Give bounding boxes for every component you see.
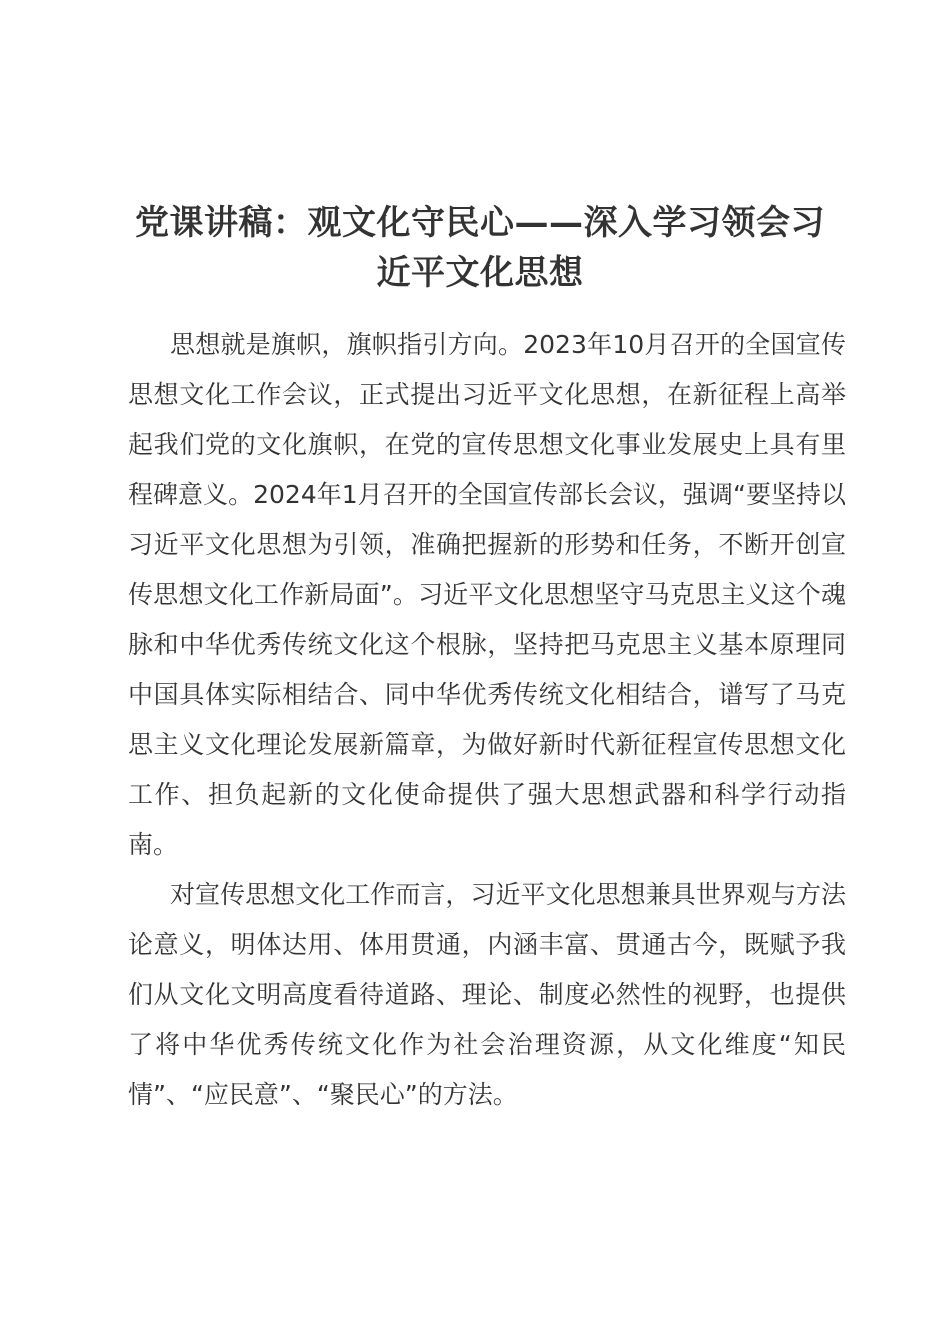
document-body	[128, 320, 846, 1120]
body-paragraph: 对宣传思想文化工作而言，习近平文化思想兼具世界观与方法论意义，明体达用、体用贯通，内涵丰富、贯通古今，既赋予我们从文化文明高度看待道路、理论、制度必然性的视野，也提供了将中华优秀传统文化作为社会治理资源，从文化维度“知民情”、“应民意”、“聚民心”的方法。	[128, 880, 846, 1109]
body-paragraph: 思想就是旗帜，旗帜指引方向。2023年10月召开的全国宣传思想文化工作会议，正式提出习近平文化思想，在新征程上高举起我们党的文化旗帜，在党的宣传思想文化事业发展史上具有里程碑意义。2024年1月召开的全国宣传部长会议，强调“要坚持以习近平文化思想为引领，准确把握新的形势和任务，不断开创宣传思想文化工作新局面”。习近平文化思想坚守马克思主义这个魂脉和中华优秀传统文化这个根脉，坚持把马克思主义基本原理同中国具体实际相结合、同中华优秀传统文化相结合，谱写了马克思主义文化理论发展新篇章，为做好新时代新征程宣传思想文化工作、担负起新的文化使命提供了强大思想武器和科学行动指南。	[128, 330, 846, 859]
document-title: 党课讲稿：观文化守民心——深入学习领会习近平文化思想	[135, 203, 825, 293]
